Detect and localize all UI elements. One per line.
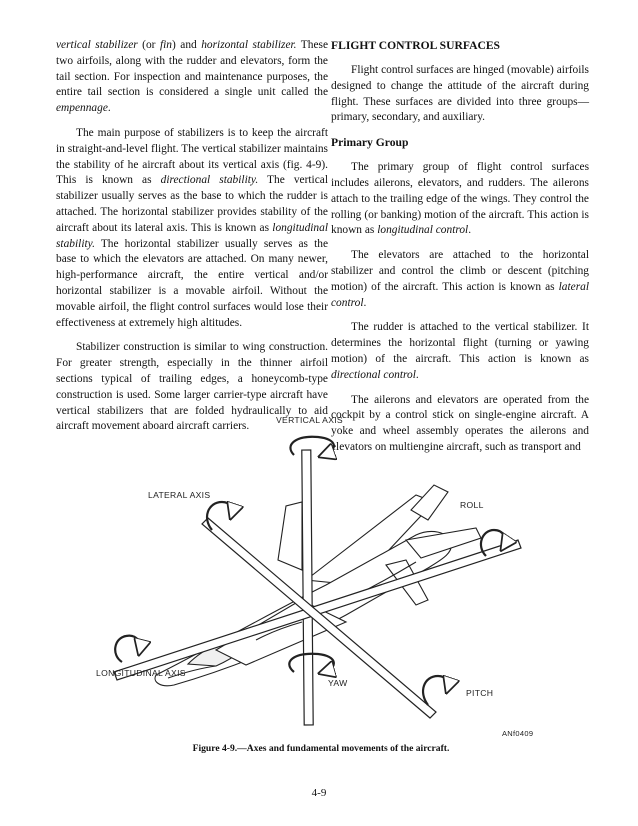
right-paragraph-2: [331, 160, 589, 239]
text-run: The main purpose of stabilizers is to keep the aircraft in straight-and-level flight. The vertical stabilizer maintains the stability of he aircraft about its vertical axis (fig. 4-9). This is known as: [56, 126, 328, 187]
text-run: ) and: [171, 39, 202, 51]
text-run: These two airfoils, along with the rudder and elevators, form the tail section. For inspection and maintenance purposes, the entire tail section is considered a single unit called the: [56, 39, 328, 99]
right-paragraph-3: [331, 248, 589, 311]
text-run: The vertical stabilizer usually serves as the base to which the rudder is attached. The horizontal stabilizer provides stability of the aircraft about its lateral axis. This is known as: [56, 174, 328, 234]
text-run: .: [107, 102, 111, 115]
right-paragraph-1: Flight control surfaces are hinged (movable) airfoils designed to change the attitude of the aircraft during flight. These surfaces are divided into three groups—primary, secondary, and auxiliary.: [331, 64, 589, 124]
right-paragraph-4: [331, 320, 589, 383]
label-pitch: PITCH: [466, 688, 494, 698]
text-run: .: [415, 368, 419, 381]
left-paragraph-3: Stabilizer construction is similar to wing construction. For greater strength, especially in the thinner airfoil sections typical of trailing edges, a honeycomb-type construction is used. Some larger carrier-type aircraft have vertical stabilizers that are folded hydraulically to aid aircraft movement aboard aircraft carriers.: [56, 341, 328, 433]
text-run: .: [363, 296, 367, 309]
section-heading: FLIGHT CONTROL SURFACES: [331, 39, 501, 52]
label-longitudinal-axis: LONGITUDINAL AXIS: [96, 668, 186, 678]
term-longitudinal-control: longitudinal control: [377, 224, 469, 237]
right-paragraph-5: The ailerons and elevators are operated from the cockpit by a control stick on single-engine aircraft. A yoke and wheel assembly operates the ailerons and elevators on multiengine aircraft, such as transport and: [331, 393, 589, 453]
text-run: (or: [137, 39, 160, 51]
term-empennage: empennage: [56, 102, 108, 115]
term-longitudinal-stability: longitudinal stability.: [56, 221, 328, 250]
term-directional-control: directional control: [331, 368, 416, 381]
label-yaw: YAW: [328, 678, 348, 688]
term-lateral-control: lateral control: [331, 280, 589, 309]
figure-caption: Figure 4-9.—Axes and fundamental movements of the aircraft.: [192, 743, 450, 754]
text-run: .: [468, 224, 472, 237]
term-fin: fin: [159, 39, 172, 51]
label-lateral-axis: LATERAL AXIS: [148, 490, 211, 500]
term-horizontal-stabilizer: horizontal stabilizer.: [201, 39, 297, 51]
left-paragraph-1: [56, 38, 328, 117]
left-column: [56, 38, 328, 444]
subsection-heading: Primary Group: [331, 136, 409, 150]
text-run: The rudder is attached to the vertical stabilizer. It determines the horizontal flight (turning or yawing motion) of the aircraft. This action is known as: [331, 321, 589, 365]
right-column: [331, 38, 589, 465]
left-paragraph-2: [56, 126, 328, 331]
figure-code: ANf0409: [502, 729, 534, 738]
page-number: 4-9: [311, 787, 327, 799]
label-roll: ROLL: [460, 500, 484, 510]
term-directional-stability: directional stability.: [160, 174, 259, 187]
text-run: The horizontal stabilizer usually serves as the base to which the elevators are attached. On many newer, high-performance aircraft, the entire vertical and/or horizontal stabilizer is a movable airfoil. Without the movable airfoil, the flight control surfaces would lose their effectiveness at extremely high altitudes.: [56, 237, 328, 329]
aircraft-axes-drawing: [56, 410, 586, 750]
aircraft-silhouette: [155, 485, 481, 686]
text-run: The elevators are attached to the horizontal stabilizer and control the climb or descent (pitching motion) of the aircraft. This action is known as: [331, 249, 589, 293]
label-vertical-axis: VERTICAL AXIS: [276, 415, 343, 425]
text-run: The primary group of flight control surfaces includes ailerons, elevators, and rudders. The ailerons attach to the trailing edge of the wings. They control the rolling (or banking) motion of the aircraft. This action is known as: [331, 161, 589, 237]
aircraft-axes-figure: [56, 410, 586, 750]
term-vertical-stabilizer: vertical stabilizer: [56, 39, 138, 51]
